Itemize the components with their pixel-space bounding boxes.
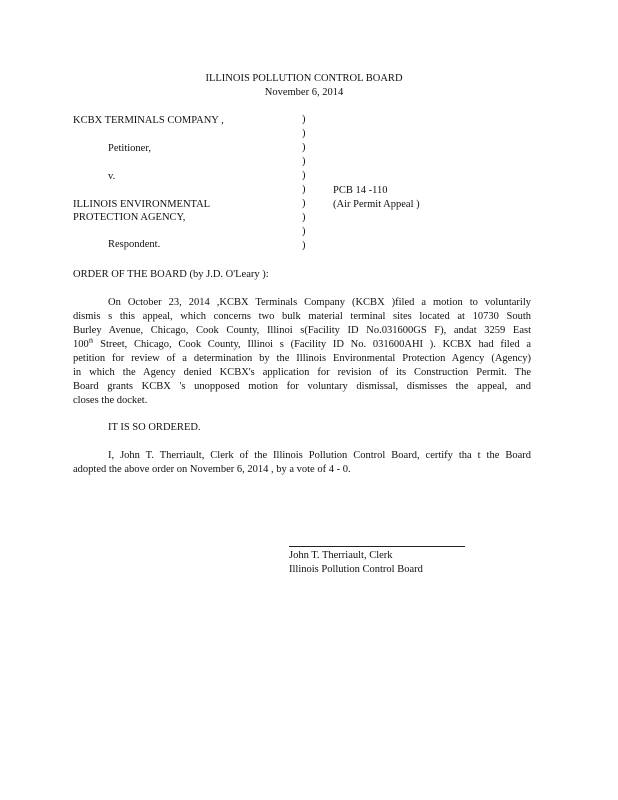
certification-line: I, John T. Therriault, Clerk of the Illinois Pollution Control Board, certify tha t the Board xyxy=(108,450,531,461)
petitioner-label: Petitioner, xyxy=(108,143,152,154)
ordinal-suffix: th xyxy=(88,338,94,345)
body-paragraph xyxy=(73,296,531,408)
caption-paren: ) xyxy=(302,240,306,251)
respondent-name-line1: ILLINOIS ENVIRONMENTAL xyxy=(73,199,211,210)
signature-title: Illinois Pollution Control Board xyxy=(289,564,423,575)
caption-paren: ) xyxy=(302,114,306,125)
body-line xyxy=(73,338,531,352)
body-line: in which the Agency denied KCBX's application for revision of its Construction Permit. The xyxy=(73,367,531,378)
body-line-rest: Street, Chicago, Cook County, Illinoi s (Facility ID No. 031600AHI ). KCBX had filed a xyxy=(93,339,531,350)
caption-paren: ) xyxy=(302,212,306,223)
body-line: Board grants KCBX 's unopposed motion for voluntary dismissal, dismisses the appeal, and xyxy=(73,381,531,392)
caption-paren: ) xyxy=(302,226,306,237)
respondent-name-line2: PROTECTION AGENCY, xyxy=(73,212,186,223)
order-date: November 6, 2014 xyxy=(264,87,344,98)
street-number: 100 xyxy=(73,339,89,350)
signature-line xyxy=(289,546,465,547)
caption-parentheses xyxy=(302,113,312,253)
caption-paren: ) xyxy=(302,198,306,209)
caption-paren: ) xyxy=(302,156,306,167)
body-line: dismis s this appeal, which concerns two bulk material terminal sites located at 10730 South xyxy=(73,311,531,322)
versus-label: v. xyxy=(108,171,116,182)
case-type: (Air Permit Appeal ) xyxy=(333,199,420,210)
respondent-label: Respondent. xyxy=(108,239,161,250)
case-number: PCB 14 -110 xyxy=(333,185,388,196)
board-header: ILLINOIS POLLUTION CONTROL BOARD xyxy=(205,73,403,84)
certification-paragraph xyxy=(73,449,531,477)
petitioner-name: KCBX TERMINALS COMPANY , xyxy=(73,115,224,126)
body-line: petition for review of a determination by the Illinois Environmental Protection Agency (Agency) xyxy=(73,353,531,364)
caption-paren: ) xyxy=(302,142,306,153)
order-heading: ORDER OF THE BOARD (by J.D. O'Leary ): xyxy=(73,269,269,280)
caption-paren: ) xyxy=(302,184,306,195)
certification-line: adopted the above order on November 6, 2014 , by a vote of 4 - 0. xyxy=(73,464,351,475)
body-line: closes the docket. xyxy=(73,395,148,406)
signature-name: John T. Therriault, Clerk xyxy=(289,550,393,561)
so-ordered: IT IS SO ORDERED. xyxy=(108,422,201,433)
caption-paren: ) xyxy=(302,128,306,139)
body-line: On October 23, 2014 ,KCBX Terminals Company (KCBX )filed a motion to voluntarily xyxy=(108,297,531,308)
body-line: Burley Avenue, Chicago, Cook County, Illinoi s(Facility ID No.031600GS F), andat 3259 East xyxy=(73,325,531,336)
caption-paren: ) xyxy=(302,170,306,181)
